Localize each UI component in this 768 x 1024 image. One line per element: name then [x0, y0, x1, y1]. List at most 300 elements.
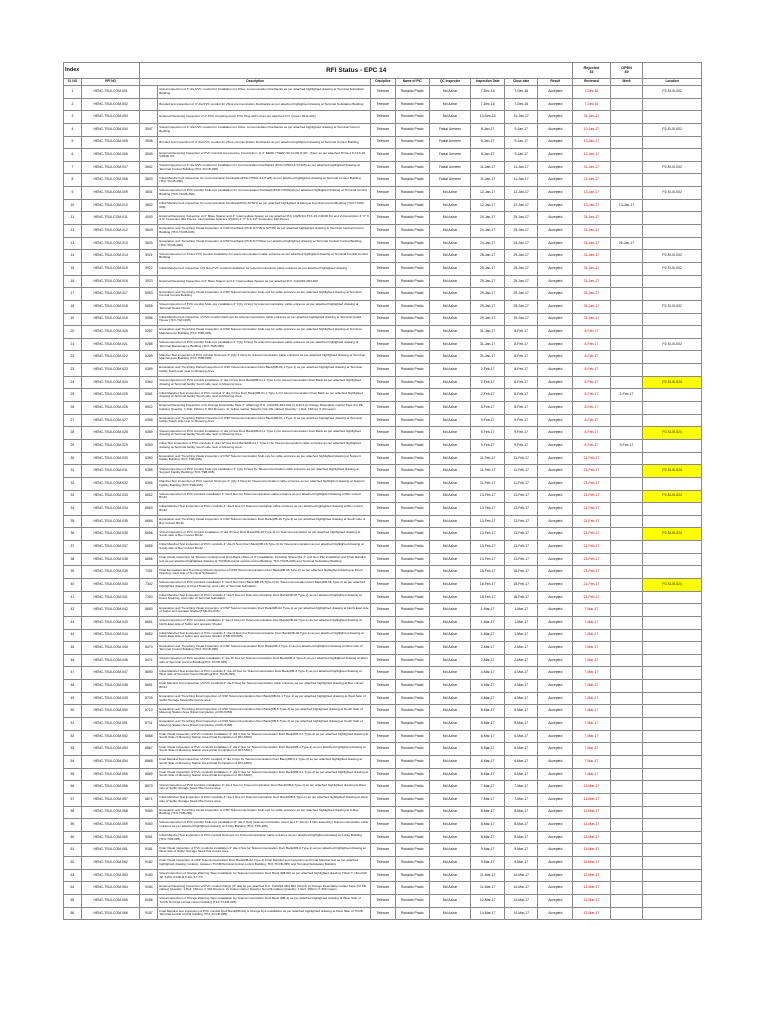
cell-rfi-no: HENC-TSUI-COM-021	[81, 338, 140, 351]
cell-ref-no: 8650	[140, 604, 158, 617]
cell-result: Accepted	[538, 743, 573, 756]
cell-result: Accepted	[538, 882, 573, 895]
cell-week	[610, 844, 642, 857]
cell-rfi-no: HENC-TSUI-COM-041	[81, 591, 140, 604]
cell-ref-no: 5360	[140, 376, 158, 389]
cell-description: External Receiving Inspection of 2) Orange Detectable Tape 2" (Warning) P.O. 4)10294-4D3-002 2) 2(4C3,2) Orange Detectable marker Tape (for PE Cables) Quantity: 1 Roll: 150mm X 304.8meters, 2) Yellow marker Tape(for Non-PE cables) Quantity: 1 Roll: 150mm X 30 meters	[158, 402, 371, 415]
cell-week	[610, 414, 642, 427]
cell-ref-no: 8651	[140, 616, 158, 629]
cell-ref-no: 5922	[140, 402, 158, 415]
cell-name-of-pic: Ronaldo Prado	[396, 376, 430, 389]
cell-rfi-no: HENC-TSUI-COM-004	[81, 123, 140, 136]
cell-ref-no: 9182	[140, 857, 158, 870]
cell-qc-inspector: Md Azhar	[429, 857, 471, 870]
cell-location: P2-SI-XI-002	[643, 187, 702, 200]
cell-result: Accepted	[538, 300, 573, 313]
cell-rfi-no: HENC-TSUI-COM-037	[81, 541, 140, 554]
cell-location	[643, 705, 702, 718]
cell-inspection-date: 4-Mar-17	[471, 680, 505, 693]
cell-qc-inspector: Md Azhar	[429, 326, 471, 339]
cell-close-date: 1-Mar-17	[504, 604, 538, 617]
cell-name-of-pic: Ronaldo Prado	[396, 174, 430, 187]
cell-description: Excavation and Trenching Final Inspection of OSP Telecommunication Duct Bank(DB-5,Type-4) as per attached highlighted drawing at South Side of Metering Station Area (Final Completion of RFI-6358)	[158, 718, 371, 731]
cell-discipline: Telecom	[370, 844, 395, 857]
cell-discipline: Telecom	[370, 490, 395, 503]
cell-qc-inspector: Md Azhar	[429, 578, 471, 591]
cell-location	[643, 857, 702, 870]
cell-ref-no: 9069	[140, 806, 158, 819]
cell-result: Accepted	[538, 123, 573, 136]
cell-qc-inspector: Md Azhar	[429, 111, 471, 124]
cell-description: Excavation and Trenching Final Inspection of OSP Telecommunication Duct Bank(DB-5,Type-4) as per attached highlighted drawing at South Side of Metering Station Area (Final Completion of RFI-5359)	[158, 705, 371, 718]
cell-inspection-date: 7-Dec-16	[471, 98, 505, 111]
cell-sl-no: 11	[64, 212, 82, 225]
cell-inspection-date: 29-Jan-17	[471, 288, 505, 301]
cell-location	[643, 553, 702, 566]
cell-sl-no: 9	[64, 187, 82, 200]
cell-inspection-date: 31-Jan-17	[471, 326, 505, 339]
cell-ref-no: 8868	[140, 730, 158, 743]
cell-result: Accepted	[538, 819, 573, 832]
cell-week	[610, 642, 642, 655]
cell-location	[643, 604, 702, 617]
cell-result: Accepted	[538, 98, 573, 111]
cell-rfi-no: HENC-TSUI-COM-028	[81, 427, 140, 440]
cell-sl-no: 65	[64, 895, 82, 908]
cell-discipline: Telecom	[370, 895, 395, 908]
cell-description: Final Visual inspection of PVC conduits installation 4" dia 2 Nos for Telecommunication Duct Bank(DB-2,Type-4) as per attached highlighted drawing at South Side of Metering Station Area (Final Completion of RFI-5361)	[158, 743, 371, 756]
table-row	[64, 882, 702, 895]
cell-reviewed: 8-Feb-17	[573, 376, 611, 389]
cell-result: Accepted	[538, 781, 573, 794]
col-discipline: Discipline	[370, 79, 395, 86]
cell-qc-inspector: Md Azhar	[429, 351, 471, 364]
table-row	[64, 768, 702, 781]
cell-rfi-no: HENC-TSUI-COM-044	[81, 629, 140, 642]
cell-description: Visual inspection of 4" dia PVC conduit for installation for 2Nos. communication Ductbanks as per attached highlighted drawing at Terminal Substation Building	[158, 86, 371, 99]
cell-sl-no: 46	[64, 654, 82, 667]
cell-week	[610, 275, 642, 288]
cell-result: Accepted	[538, 604, 573, 617]
cell-qc-inspector: Md Azhar	[429, 528, 471, 541]
cell-sl-no: 18	[64, 300, 82, 313]
cell-reviewed: 21-Feb-17	[573, 477, 611, 490]
cell-reviewed: 7-Mar-17	[573, 680, 611, 693]
cell-location	[643, 692, 702, 705]
cell-sl-no: 64	[64, 882, 82, 895]
cell-rfi-no: HENC-TSUI-COM-059	[81, 819, 140, 832]
cell-rfi-no: HENC-TSUI-COM-047	[81, 667, 140, 680]
table-row	[64, 275, 702, 288]
cell-discipline: Telecom	[370, 616, 395, 629]
cell-close-date: 11-Feb-17	[504, 452, 538, 465]
sheet-title: RFI Status - EPC 14	[140, 63, 573, 79]
cell-discipline: Telecom	[370, 313, 395, 326]
cell-discipline: Telecom	[370, 288, 395, 301]
table-row	[64, 680, 702, 693]
cell-sl-no: 59	[64, 819, 82, 832]
cell-qc-inspector: Md Azhar	[429, 907, 471, 920]
cell-discipline: Telecom	[370, 250, 395, 263]
cell-ref-no: 8867	[140, 743, 158, 756]
cell-week	[610, 225, 642, 238]
cell-sl-no: 14	[64, 250, 82, 263]
cell-ref-no: 6656	[140, 528, 158, 541]
table-row	[64, 819, 702, 832]
cell-week	[610, 793, 642, 806]
cell-description: Visual inspection of PVC conduit installation 4" dia (6 Nos) Duct Bank(DB-16,Type-3) for Telecommunication as per attached highlighted drawing at South side of Box Culvert BC42	[158, 528, 371, 541]
cell-reviewed: 31-Jan-17	[573, 262, 611, 275]
table-row	[64, 743, 702, 756]
cell-qc-inspector: Md Azhar	[429, 781, 471, 794]
table-row	[64, 705, 702, 718]
cell-week	[610, 578, 642, 591]
table-row	[64, 857, 702, 870]
cell-week	[610, 288, 642, 301]
cell-rfi-no: HENC-TSUI-COM-006	[81, 149, 140, 162]
cell-ref-no: 8691	[140, 680, 158, 693]
table-row	[64, 262, 702, 275]
cell-result: Accepted	[538, 692, 573, 705]
cell-ref-no: 8652	[140, 629, 158, 642]
cell-reviewed: 11-Mar-17	[573, 844, 611, 857]
cell-result: Accepted	[538, 174, 573, 187]
cell-name-of-pic: Ronaldo Prado	[396, 465, 430, 478]
cell-rfi-no: HENC-TSUI-COM-031	[81, 465, 140, 478]
cell-result: Accepted	[538, 490, 573, 503]
cell-week	[610, 364, 642, 377]
cell-ref-no: 6358	[140, 414, 158, 427]
cell-reviewed: 7-Mar-17	[573, 730, 611, 743]
cell-sl-no: 22	[64, 351, 82, 364]
cell-rfi-no: HENC-TSUI-COM-054	[81, 755, 140, 768]
cell-qc-inspector: Md Azhar	[429, 743, 471, 756]
cell-rfi-no: HENC-TSUI-COM-010	[81, 199, 140, 212]
cell-ref-no: 9186	[140, 895, 158, 908]
table-row	[64, 629, 702, 642]
cell-result: Accepted	[538, 654, 573, 667]
cell-close-date: 7-Dec-16	[504, 98, 538, 111]
cell-close-date: 13-Feb-17	[504, 541, 538, 554]
cell-rfi-no: HENC-TSUI-COM-065	[81, 895, 140, 908]
cell-ref-no: 7302	[140, 578, 158, 591]
cell-ref-no: 8690	[140, 667, 158, 680]
cell-ref-no: 6359	[140, 427, 158, 440]
cell-location	[643, 819, 702, 832]
cell-result: Accepted	[538, 136, 573, 149]
cell-week	[610, 149, 642, 162]
cell-name-of-pic: Ronaldo Prado	[396, 819, 430, 832]
cell-result: Accepted	[538, 477, 573, 490]
cell-discipline: Telecom	[370, 161, 395, 174]
cell-result: Accepted	[538, 553, 573, 566]
cell-week	[610, 174, 642, 187]
cell-week	[610, 743, 642, 756]
cell-description: Initial Mandrel Test inspection of PVC conduit Stub-ups for Telecommunication cable entrance as per attached highlighted drawing at X-Ray Building (TFX-TXB-295)	[158, 831, 371, 844]
cell-close-date: 13-Feb-17	[504, 528, 538, 541]
cell-discipline: Telecom	[370, 199, 395, 212]
cell-description: Visual inspection of PVC conduit Stub-ups installation 4" (Qty 6 Nos) for Telecommunication cable entrance as per attached highlighted drawing at Support Facility Building (TFX-TSB-095)	[158, 465, 371, 478]
cell-qc-inspector: Md Azhar	[429, 515, 471, 528]
cell-reviewed: 21-Feb-17	[573, 452, 611, 465]
cell-description: Initial Mandrel test inspection for communication Ductbanks(PCD-N7504 & N7125) as per attached highlighted drawing at Terminal Control Building (TFX-TCCB-096)	[158, 174, 371, 187]
cell-week	[610, 718, 642, 731]
cell-reviewed: 31-Jan-17	[573, 250, 611, 263]
cell-ref-no: 8868	[140, 755, 158, 768]
cell-reviewed: 11-Mar-17	[573, 793, 611, 806]
cell-description: Excavation and Trenching Visual inspection of OSP Telecommunication Duct Bank(DB-4,Type-1) as per attached highlighted drawing at West side of Terminal Control Building (TFX-TCCB-095)	[158, 642, 371, 655]
table-row	[64, 98, 702, 111]
cell-description: Visual inspection of Orange Warning Tape installation for Telecommunication Duct Bank (DB-4) as per attached highlighted drawing at West Side of TCCB Terminal central control building (TFX-TCCB-095)	[158, 895, 371, 908]
cell-name-of-pic: Ronaldo Prado	[396, 250, 430, 263]
cell-location: P2-SI-XI-002	[643, 161, 702, 174]
cell-result: Accepted	[538, 389, 573, 402]
cell-reviewed: 12-Mar-17	[573, 882, 611, 895]
cell-description: Initial Mandrel test inspection of 6 Nos PVC conduit installation for telecommunication cable entrance as per attached highlighted drawing	[158, 262, 371, 275]
cell-name-of-pic: Ronaldo Prado	[396, 642, 430, 655]
cell-rfi-no: HENC-TSUI-COM-042	[81, 604, 140, 617]
title-row	[64, 63, 702, 79]
cell-qc-inspector: Md Azhar	[429, 882, 471, 895]
cell-discipline: Telecom	[370, 300, 395, 313]
cell-rfi-no: HENC-TSUI-COM-014	[81, 250, 140, 263]
cell-reviewed: 8-Feb-17	[573, 326, 611, 339]
cell-ref-no: 5361	[140, 389, 158, 402]
cell-name-of-pic: Ronaldo Prado	[396, 111, 430, 124]
cell-result: Accepted	[538, 907, 573, 920]
cell-name-of-pic: Ronaldo Prado	[396, 566, 430, 579]
cell-qc-inspector: Md Azhar	[429, 225, 471, 238]
cell-reviewed: 8-Feb-17	[573, 439, 611, 452]
cell-close-date: 13-Feb-17	[504, 553, 538, 566]
cell-close-date: 7-Mar-17	[504, 781, 538, 794]
cell-ref-no: 6390	[140, 452, 158, 465]
cell-ref-no: 6395	[140, 465, 158, 478]
cell-reviewed: 8-Feb-17	[573, 364, 611, 377]
cell-qc-inspector: Md Azhar	[429, 250, 471, 263]
table-row	[64, 414, 702, 427]
cell-inspection-date: 28-Jan-17	[471, 250, 505, 263]
cell-sl-no: 45	[64, 642, 82, 655]
cell-close-date: 9-Jan-17	[504, 123, 538, 136]
cell-close-date: 8-Mar-17	[504, 831, 538, 844]
cell-sl-no: 6	[64, 149, 82, 162]
cell-name-of-pic: Ronaldo Prado	[396, 351, 430, 364]
table-row	[64, 541, 702, 554]
cell-location: P2-SI-XI-024	[643, 465, 702, 478]
cell-discipline: Telecom	[370, 604, 395, 617]
cell-location	[643, 199, 702, 212]
cell-qc-inspector: Md Azhar	[429, 212, 471, 225]
cell-week	[610, 857, 642, 870]
cell-discipline: Telecom	[370, 907, 395, 920]
cell-rfi-no: HENC-TSUI-COM-023	[81, 364, 140, 377]
cell-reviewed: 31-Jan-17	[573, 111, 611, 124]
cell-rfi-no: HENC-TSUI-COM-056	[81, 781, 140, 794]
cell-close-date: 11-Jan-17	[504, 174, 538, 187]
cell-rfi-no: HENC-TSUI-COM-055	[81, 768, 140, 781]
cell-week	[610, 819, 642, 832]
cell-rfi-no: HENC-TSUI-COM-061	[81, 844, 140, 857]
cell-sl-no: 8	[64, 174, 82, 187]
cell-result: Accepted	[538, 275, 573, 288]
cell-rfi-no: HENC-TSUI-COM-013	[81, 237, 140, 250]
cell-week	[610, 616, 642, 629]
cell-rfi-no: HENC-TSUI-COM-017	[81, 288, 140, 301]
cell-description: Excavation and Trenching Visual inspection of OSP Ductbank (PCD-N7705 & N7725) as per attached highlighted drawing at Terminal Central Control Building (TFX-TCCB-096)	[158, 225, 371, 238]
cell-sl-no: 26	[64, 402, 82, 415]
cell-description: Visual inspection of PVC conduit Stub-ups installation 4" (Qty 4 Nos) for telecommunication cable entrance as per attached highlighted drawing at Terminal Guard House	[158, 300, 371, 313]
cell-description: Bonded test inspection of 4" dia PVC conduit for 2Nos communication Ductbanks as per attached highlighted drawing at Terminal Substation Building	[158, 98, 371, 111]
cell-result: Accepted	[538, 642, 573, 655]
cell-discipline: Telecom	[370, 680, 395, 693]
cell-week	[610, 680, 642, 693]
cell-inspection-date: 2-Mar-17	[471, 654, 505, 667]
cell-sl-no: 24	[64, 376, 82, 389]
cell-name-of-pic: Ronaldo Prado	[396, 616, 430, 629]
cell-discipline: Telecom	[370, 629, 395, 642]
cell-reviewed: 10-Jan-17	[573, 136, 611, 149]
cell-rfi-no: HENC-TSUI-COM-002	[81, 98, 140, 111]
cell-result: Accepted	[538, 768, 573, 781]
cell-close-date: 14-Mar-17	[504, 907, 538, 920]
cell-location	[643, 718, 702, 731]
cell-inspection-date: 8-Mar-17	[471, 831, 505, 844]
cell-close-date: 24-Jan-17	[504, 237, 538, 250]
cell-week	[610, 98, 642, 111]
cell-discipline: Telecom	[370, 364, 395, 377]
cell-location: P2-SI-XI-024	[643, 528, 702, 541]
cell-week	[610, 300, 642, 313]
cell-ref-no: 8709	[140, 692, 158, 705]
cell-name-of-pic: Ronaldo Prado	[396, 427, 430, 440]
cell-qc-inspector: Md Azhar	[429, 616, 471, 629]
cell-reviewed: 21-Feb-17	[573, 528, 611, 541]
cell-location: P2-SI-XI-024	[643, 578, 702, 591]
cell-inspection-date: 9-Mar-17	[471, 844, 505, 857]
cell-sl-no: 61	[64, 844, 82, 857]
cell-discipline: Telecom	[370, 275, 395, 288]
cell-rfi-no: HENC-TSUI-COM-003	[81, 111, 140, 124]
col-description: Description	[140, 79, 370, 86]
cell-name-of-pic: Ronaldo Prado	[396, 591, 430, 604]
table-row	[64, 136, 702, 149]
stat-open-label: OPEN	[621, 65, 632, 70]
cell-sl-no: 5	[64, 136, 82, 149]
cell-result: Accepted	[538, 250, 573, 263]
cell-rfi-no: HENC-TSUI-COM-009	[81, 187, 140, 200]
table-row	[64, 566, 702, 579]
cell-rfi-no: HENC-TSUI-COM-029	[81, 439, 140, 452]
cell-result: Accepted	[538, 351, 573, 364]
cell-reviewed: 11-Jan-17	[573, 174, 611, 187]
cell-result: Accepted	[538, 705, 573, 718]
cell-reviewed: 11-Mar-17	[573, 831, 611, 844]
cell-location	[643, 402, 702, 415]
cell-ref-no: 6655	[140, 541, 158, 554]
cell-week	[610, 692, 642, 705]
cell-close-date: 4-Mar-17	[504, 692, 538, 705]
cell-inspection-date: 28-Jan-17	[471, 262, 505, 275]
cell-week	[610, 566, 642, 579]
cell-description: Excavation and Trenching Visual inspection of OSP Telecommunication Stub-ups for cable entrance as per attached highlighted drawing at Terminal Maintenance Building (TFX-TMB-095)	[158, 326, 371, 339]
cell-close-date: 14-Mar-17	[504, 869, 538, 882]
cell-reviewed: 8-Feb-17	[573, 427, 611, 440]
cell-ref-no: 9184	[140, 882, 158, 895]
cell-week	[610, 161, 642, 174]
cell-week	[610, 781, 642, 794]
cell-reviewed: 7-Mar-17	[573, 768, 611, 781]
cell-reviewed: 31-Jan-17	[573, 313, 611, 326]
cell-inspection-date: 11-Jan-17	[471, 174, 505, 187]
cell-qc-inspector: Md Azhar	[429, 705, 471, 718]
cell-ref-no	[140, 98, 158, 111]
cell-week	[610, 376, 642, 389]
cell-location	[643, 730, 702, 743]
cell-qc-inspector: Faisal Urmeen	[429, 136, 471, 149]
cell-name-of-pic: Ronaldo Prado	[396, 161, 430, 174]
cell-inspection-date: 13-Feb-17	[471, 541, 505, 554]
cell-location	[643, 503, 702, 516]
cell-close-date: 9-Feb-17	[504, 414, 538, 427]
cell-name-of-pic: Ronaldo Prado	[396, 98, 430, 111]
cell-name-of-pic: Ronaldo Prado	[396, 553, 430, 566]
cell-location: P2-SI-XI-002	[643, 86, 702, 99]
cell-reviewed: 7-Mar-17	[573, 616, 611, 629]
cell-reviewed: 12-Mar-17	[573, 869, 611, 882]
cell-inspection-date: 18-Feb-17	[471, 566, 505, 579]
cell-rfi-no: HENC-TSUI-COM-053	[81, 743, 140, 756]
cell-sl-no: 58	[64, 806, 82, 819]
cell-qc-inspector: Md Azhar	[429, 300, 471, 313]
cell-location	[643, 793, 702, 806]
cell-week	[610, 553, 642, 566]
col-name-of-pic: Name of PIC	[396, 79, 430, 86]
cell-name-of-pic: Ronaldo Prado	[396, 515, 430, 528]
cell-inspection-date: 5-Mar-17	[471, 718, 505, 731]
cell-location	[643, 629, 702, 642]
cell-inspection-date: 11-Mar-17	[471, 869, 505, 882]
cell-rfi-no: HENC-TSUI-COM-048	[81, 680, 140, 693]
cell-result: Accepted	[538, 869, 573, 882]
cell-location	[643, 667, 702, 680]
cell-ref-no: 8471	[140, 654, 158, 667]
cell-reviewed: 7-Mar-17	[573, 667, 611, 680]
table-row	[64, 718, 702, 731]
table-row	[64, 503, 702, 516]
cell-result: Accepted	[538, 326, 573, 339]
cell-rfi-no: HENC-TSUI-COM-020	[81, 326, 140, 339]
cell-discipline: Telecom	[370, 718, 395, 731]
cell-description: Initial Mandrel Test inspection of PVC conduits 4" dia 6 Nos for Telecommunication Duct Bank(DB-06,Type-2) as per attached highlighted drawing at Flood Draining, west side of Terminal Substation	[158, 591, 371, 604]
cell-inspection-date: 8-Mar-17	[471, 819, 505, 832]
cell-sl-no: 63	[64, 869, 82, 882]
cell-qc-inspector: Md Azhar	[429, 654, 471, 667]
cell-qc-inspector: Md Azhar	[429, 541, 471, 554]
index-label: Index	[64, 63, 140, 79]
cell-result: Accepted	[538, 465, 573, 478]
cell-discipline: Telecom	[370, 743, 395, 756]
cell-close-date: 9-Jan-17	[504, 149, 538, 162]
cell-ref-no: 3633	[140, 237, 158, 250]
cell-name-of-pic: Ronaldo Prado	[396, 503, 430, 516]
cell-name-of-pic: Ronaldo Prado	[396, 895, 430, 908]
cell-discipline: Telecom	[370, 212, 395, 225]
cell-qc-inspector: Md Azhar	[429, 452, 471, 465]
cell-description: Visual inspection of 4" dia PVC conduit for installation for 2Nos. communication Ductbanks as per attached highlighted drawing at Terminal Control Building	[158, 123, 371, 136]
cell-result: Accepted	[538, 895, 573, 908]
table-row	[64, 402, 702, 415]
